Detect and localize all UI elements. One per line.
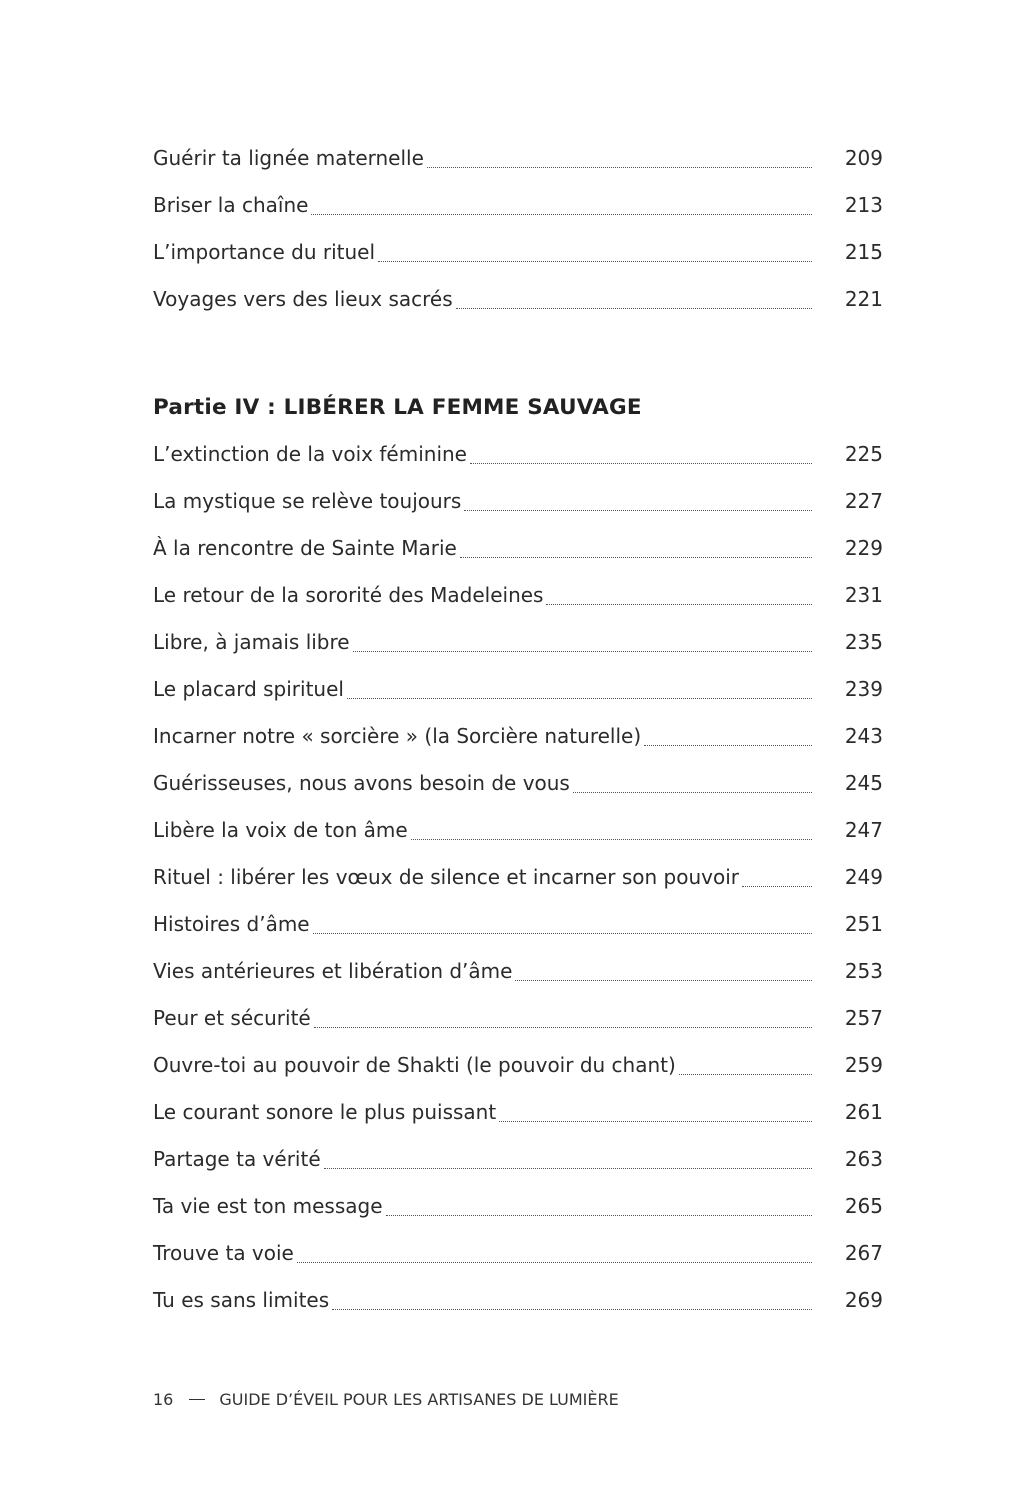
toc-entry <box>153 572 883 619</box>
page-footer <box>153 1390 619 1409</box>
toc-entry-title: Libère la voix de ton âme <box>153 818 408 842</box>
dot-leader <box>313 901 812 948</box>
toc-entry-page: 253 <box>844 959 883 983</box>
toc-entry-title: Rituel : libérer les vœux de silence et incarner son pouvoir <box>153 865 739 889</box>
dot-leader <box>464 478 812 525</box>
toc-entry-page: 239 <box>844 677 883 701</box>
dot-leader <box>515 948 812 995</box>
toc-entry-title: Trouve ta voie <box>153 1241 294 1265</box>
toc-entry <box>153 901 883 948</box>
toc-entry <box>153 1042 883 1089</box>
toc-entry <box>153 1183 883 1230</box>
dot-leader <box>742 854 812 901</box>
toc-entry <box>153 666 883 713</box>
toc-entry <box>153 135 883 182</box>
dot-leader <box>386 1183 813 1230</box>
toc-entry-page: 257 <box>844 1006 883 1030</box>
dot-leader <box>460 525 812 572</box>
toc-entry <box>153 1230 883 1277</box>
dot-leader <box>311 182 812 229</box>
toc-entry-page: 235 <box>844 630 883 654</box>
dot-leader <box>378 229 812 276</box>
toc-entry-title: Histoires d’âme <box>153 912 310 936</box>
toc-entry <box>153 619 883 666</box>
toc-entry-title: Voyages vers des lieux sacrés <box>153 287 453 311</box>
toc-entry-page: 267 <box>844 1241 883 1265</box>
toc-entry <box>153 1089 883 1136</box>
toc-entry <box>153 995 883 1042</box>
toc-list-previous-part <box>153 135 883 323</box>
toc-entry-page: 209 <box>844 146 883 170</box>
dot-leader <box>499 1089 812 1136</box>
toc-entry <box>153 478 883 525</box>
toc-entry-page: 213 <box>844 193 883 217</box>
toc-entry-title: Briser la chaîne <box>153 193 309 217</box>
toc-entry-page: 265 <box>844 1194 883 1218</box>
toc-entry-title: Le placard spirituel <box>153 677 344 701</box>
dot-leader <box>679 1042 812 1089</box>
toc-entry-title: L’importance du rituel <box>153 240 376 264</box>
toc-entry-title: Incarner notre « sorcière » (la Sorcière naturelle) <box>153 724 642 748</box>
toc-entry-page: 269 <box>844 1288 883 1312</box>
dot-leader <box>411 807 812 854</box>
toc-entry-page: 259 <box>844 1053 883 1077</box>
toc-entry-title: Ouvre-toi au pouvoir de Shakti (le pouvoir du chant) <box>153 1053 676 1077</box>
toc-entry-title: Le courant sonore le plus puissant <box>153 1100 497 1124</box>
toc-entry <box>153 229 883 276</box>
footer-dash <box>189 1399 205 1400</box>
toc-entry-title: Ta vie est ton message <box>153 1194 383 1218</box>
part-heading: Partie IV : LIBÉRER LA FEMME SAUVAGE <box>153 395 642 420</box>
toc-part-iv <box>153 385 883 1324</box>
toc-entry-title: La mystique se relève toujours <box>153 489 462 513</box>
toc-entry <box>153 854 883 901</box>
dot-leader <box>644 713 812 760</box>
toc-entry-page: 221 <box>844 287 883 311</box>
toc-entry-page: 247 <box>844 818 883 842</box>
toc-entry <box>153 713 883 760</box>
toc-entry-title: Libre, à jamais libre <box>153 630 350 654</box>
dot-leader <box>332 1277 812 1324</box>
dot-leader <box>353 619 812 666</box>
toc-entry-title: L’extinction de la voix féminine <box>153 442 467 466</box>
toc-entry-page: 231 <box>844 583 883 607</box>
dot-leader <box>297 1230 812 1277</box>
toc-entry-page: 229 <box>844 536 883 560</box>
toc-entry-page: 249 <box>844 865 883 889</box>
toc-entry-page: 243 <box>844 724 883 748</box>
toc-entry-page: 227 <box>844 489 883 513</box>
toc-entry <box>153 276 883 323</box>
toc-entry-title: Vies antérieures et libération d’âme <box>153 959 513 983</box>
toc-entry-title: Partage ta vérité <box>153 1147 321 1171</box>
dot-leader <box>456 276 812 323</box>
toc-entry <box>153 182 883 229</box>
toc-entry-title: Le retour de la sororité des Madeleines <box>153 583 544 607</box>
toc-entry-page: 245 <box>844 771 883 795</box>
toc-entry-title: À la rencontre de Sainte Marie <box>153 536 457 560</box>
dot-leader <box>324 1136 812 1183</box>
dot-leader <box>347 666 812 713</box>
toc-entry-page: 263 <box>844 1147 883 1171</box>
toc-entry <box>153 807 883 854</box>
dot-leader <box>546 572 812 619</box>
toc-entry-title: Tu es sans limites <box>153 1288 330 1312</box>
toc-entry-page: 251 <box>844 912 883 936</box>
dot-leader <box>470 431 812 478</box>
footer-page-number: 16 <box>153 1390 174 1409</box>
toc-entry <box>153 1136 883 1183</box>
footer-book-title: GUIDE D’ÉVEIL POUR LES ARTISANES DE LUMIÈRE <box>219 1390 619 1409</box>
toc-entry-page: 225 <box>844 442 883 466</box>
toc-entry-page: 215 <box>844 240 883 264</box>
dot-leader <box>314 995 812 1042</box>
dot-leader <box>573 760 812 807</box>
dot-leader <box>427 135 812 182</box>
toc-entry <box>153 525 883 572</box>
toc-entry <box>153 760 883 807</box>
toc-entry <box>153 1277 883 1324</box>
toc-entry-page: 261 <box>844 1100 883 1124</box>
toc-entry-title: Peur et sécurité <box>153 1006 311 1030</box>
toc-entry-title: Guérisseuses, nous avons besoin de vous <box>153 771 570 795</box>
toc-entry-title: Guérir ta lignée maternelle <box>153 146 424 170</box>
toc-entry <box>153 948 883 995</box>
toc-entry <box>153 431 883 478</box>
